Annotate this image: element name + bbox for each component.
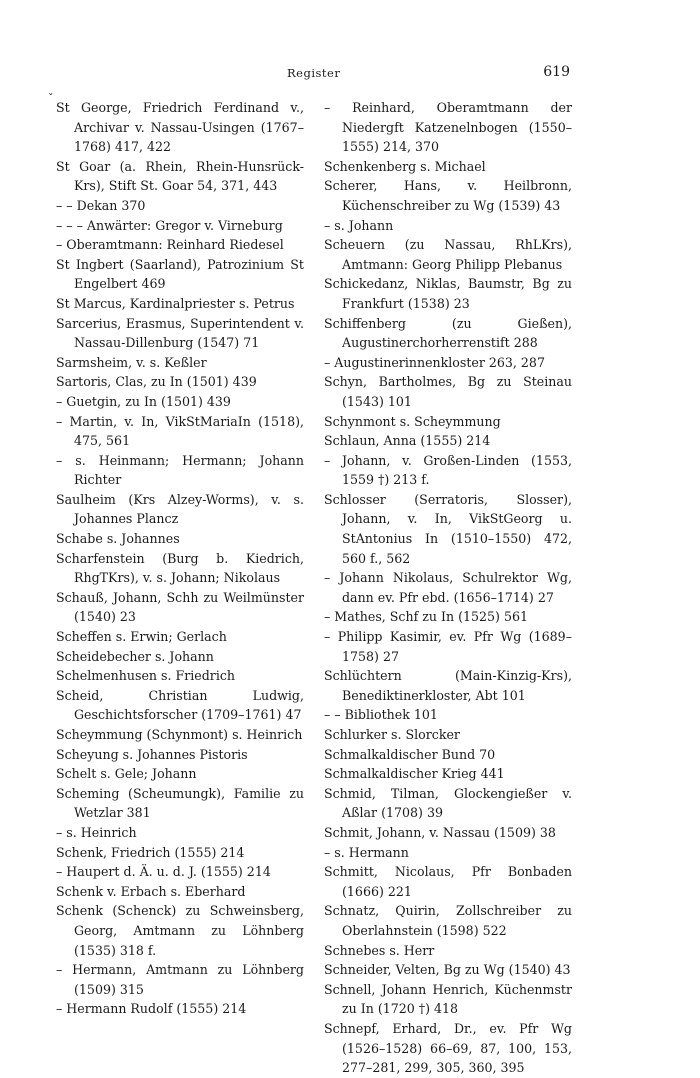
index-entry: – Reinhard, Oberamtmann der Niedergft Katzenelnbogen (1550–1555) 214, 370 — [324, 100, 572, 155]
index-entry: Schlurker s. Slorcker — [324, 727, 460, 742]
index-entry: – Haupert d. Ä. u. d. J. (1555) 214 — [56, 864, 271, 880]
index-entry: – Guetgin, zu In (1501) 439 — [56, 393, 231, 409]
running-head — [0, 66, 700, 82]
running-head-title: Register — [287, 66, 341, 80]
index-entry: Schelt s. Gele; Johann — [56, 766, 197, 782]
index-entry: Schlaun, Anna (1555) 214 — [324, 433, 491, 449]
index-entry: Schickedanz, Niklas, Baumstr, Bg zu Frankfurt (1538) 23 — [324, 276, 572, 311]
index-entry: Schabe s. Johannes — [56, 531, 180, 547]
index-entry: Schnatz, Quirin, Zollschreiber zu Oberlahnstein (1598) 522 — [324, 903, 572, 938]
index-entry: Schnell, Johann Henrich, Küchenmstr zu In (1720 †) 418 — [324, 981, 572, 1017]
index-entry: Schmalkaldischer Bund 70 — [324, 746, 496, 762]
index-entry: Schenk v. Erbach s. Eberhard — [56, 883, 246, 899]
index-entry: Scheid, Christian Ludwig, Geschichtsforscher (1709–1761) 47 — [56, 687, 304, 723]
index-entry: Scharfenstein (Burg b. Kiedrich, RhgTKrs), v. s. Johann; Nikolaus — [56, 550, 304, 586]
index-entry: Schauß, Johann, Schh zu Weilmünster (1540) 23 — [56, 589, 304, 625]
index-entry: Sarcerius, Erasmus, Superintendent v. Nassau-Dillenburg (1547) 71 — [56, 315, 304, 351]
index-entry: St Goar (a. Rhein, Rhein-Hunsrück-Krs), Stift St. Goar 54, 371, 443 — [56, 158, 304, 194]
index-entry: Scheuern (zu Nassau, RhLKrs), Amtmann: Georg Philipp Plebanus — [324, 237, 572, 272]
index-entry: St Ingbert (Saarland), Patrozinium St Engelbert 469 — [56, 256, 304, 292]
index-entry: Scheyung s. Johannes Pistoris — [56, 746, 248, 762]
index-entry: Scheidebecher s. Johann — [56, 648, 214, 664]
index-entry: St George, Friedrich Ferdinand v., Archivar v. Nassau-Usingen (1767–1768) 417, 422 — [56, 100, 304, 155]
index-entry: – Mathes, Schf zu In (1525) 561 — [324, 609, 529, 625]
index-entry: Schmalkaldischer Krieg 441 — [324, 766, 505, 782]
index-entry: Schenkenberg s. Michael — [324, 158, 486, 174]
index-entry: Scheming (Scheumungk), Familie zu Wetzlar 381 — [56, 785, 304, 821]
index-entry: Schnepf, Erhard, Dr., ev. Pfr Wg (1526–1528) 66–69, 87, 100, 153, 277–281, 299, 305, 360, 395 — [324, 1020, 572, 1076]
index-entry: – Johann, v. Großen-Linden (1553, 1559 †) 213 f. — [324, 452, 572, 488]
index-entry: Scherer, Hans, v. Heilbronn, Küchenschreiber zu Wg (1539) 43 — [324, 178, 572, 213]
index-entry: – s. Heinrich — [56, 824, 137, 840]
page-number: 619 — [543, 64, 570, 80]
index-entry: Saulheim (Krs Alzey-Worms), v. s. Johannes Plancz — [56, 491, 304, 527]
index-entry: – – Dekan 370 — [56, 197, 146, 213]
index-entry: – – Bibliothek 101 — [324, 707, 438, 723]
margin-mark: ˇ — [48, 92, 54, 105]
index-entry: – Oberamtmann: Reinhard Riedesel — [56, 237, 284, 253]
index-entry: – s. Heinmann; Hermann; Johann Richter — [56, 452, 304, 488]
index-entry: – Martin, v. In, VikStMariaIn (1518), 475, 561 — [56, 413, 304, 449]
index-entry: – s. Johann — [324, 217, 394, 233]
index-entry: Schelmenhusen s. Friedrich — [56, 668, 236, 684]
index-column-right — [324, 98, 572, 1078]
index-entry: Schmid, Tilman, Glockengießer v. Aßlar (1708) 39 — [324, 785, 572, 821]
index-entry: Schiffenberg (zu Gießen), Augustinerchorherrenstift 288 — [324, 315, 572, 351]
index-entry: – Philipp Kasimir, ev. Pfr Wg (1689–1758) 27 — [324, 629, 572, 664]
index-entry: St Marcus, Kardinalpriester s. Petrus — [56, 295, 295, 311]
index-entry: Sartoris, Clas, zu In (1501) 439 — [56, 374, 257, 390]
index-entry: Sarmsheim, v. s. Keßler — [56, 354, 207, 370]
index-entry: Schlüchtern (Main-Kinzig-Krs), Benediktinerkloster, Abt 101 — [324, 668, 572, 703]
index-entry: Schnebes s. Herr — [324, 942, 435, 958]
index-entry: Scheffen s. Erwin; Gerlach — [56, 629, 227, 645]
index-entry: Schneider, Velten, Bg zu Wg (1540) 43 — [324, 962, 571, 978]
index-column-left — [56, 98, 304, 1019]
index-entry: Schenk, Friedrich (1555) 214 — [56, 844, 245, 860]
index-entry: – Johann Nikolaus, Schulrektor Wg, dann ev. Pfr ebd. (1656–1714) 27 — [324, 570, 572, 605]
index-entry: – – – Anwärter: Gregor v. Virneburg — [56, 217, 283, 233]
index-entry: – Augustinerinnenkloster 263, 287 — [324, 354, 545, 370]
index-entry: Schynmont s. Scheymmung — [324, 413, 501, 429]
index-entry: – Hermann Rudolf (1555) 214 — [56, 1001, 247, 1017]
index-entry: Schlosser (Serratoris, Slosser), Johann, v. In, VikStGeorg u. StAntonius In (1510–1550) 472, 560 f., 562 — [324, 491, 572, 566]
index-entry: Scheymmung (Schynmont) s. Heinrich — [56, 727, 303, 742]
index-entry: Schyn, Bartholmes, Bg zu Steinau (1543) 101 — [324, 374, 572, 409]
index-entry: Schmitt, Nicolaus, Pfr Bonbaden (1666) 221 — [324, 864, 572, 899]
index-entry: – s. Hermann — [324, 844, 409, 860]
index-entry: – Hermann, Amtmann zu Löhnberg (1509) 315 — [56, 962, 304, 997]
index-entry: Schmit, Johann, v. Nassau (1509) 38 — [324, 824, 556, 840]
index-entry: Schenk (Schenck) zu Schweinsberg, Georg, Amtmann zu Löhnberg (1535) 318 f. — [56, 903, 304, 958]
